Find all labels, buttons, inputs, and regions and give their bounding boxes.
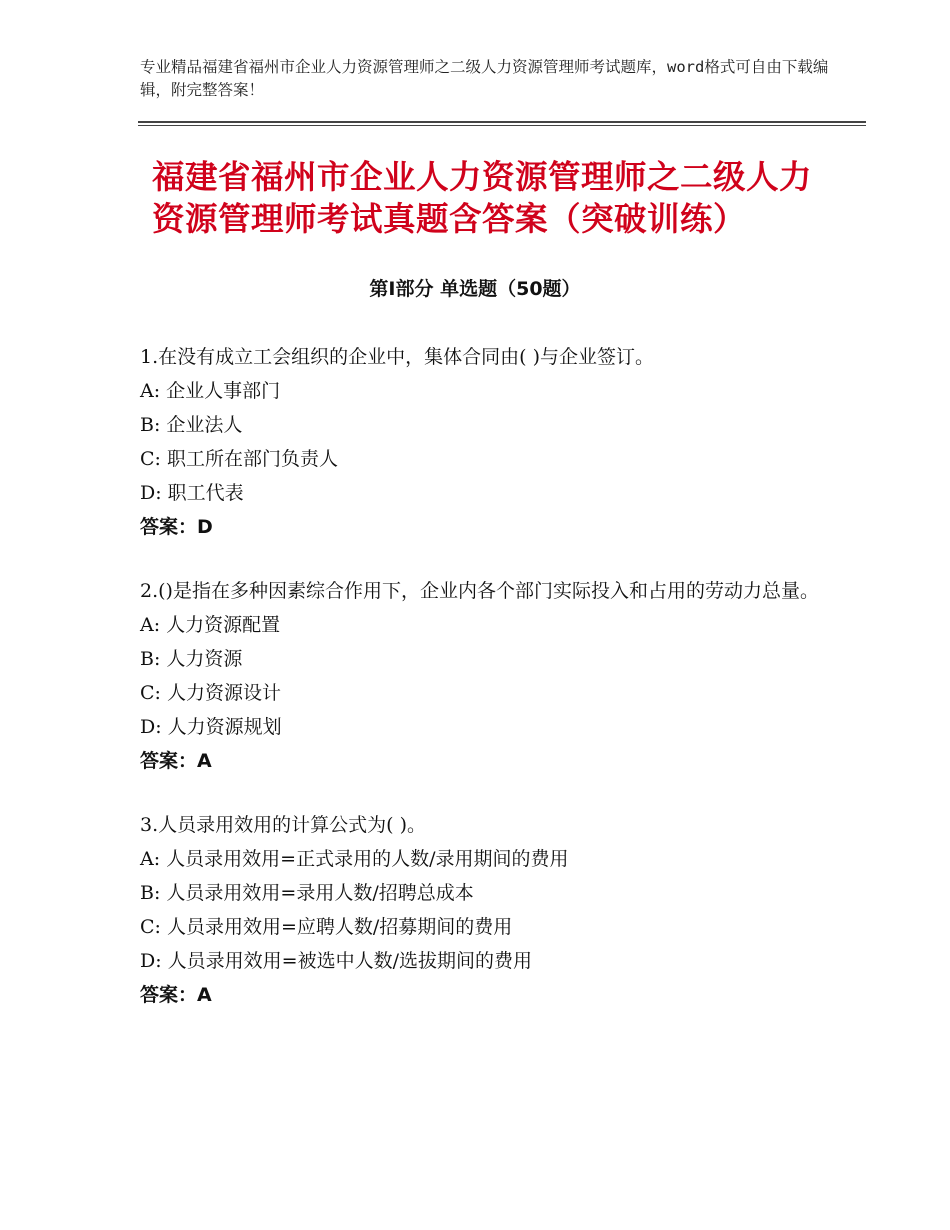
question-3 [140,808,820,1012]
question-text: 2.()是指在多种因素综合作用下，企业内各个部门实际投入和占用的劳动力总量。 [140,580,819,602]
option-a: A: 人力资源配置 [140,614,281,636]
header-note: 专业精品福建省福州市企业人力资源管理师之二级人力资源管理师考试题库，word格式可自由下载编辑，附完整答案！ [140,58,829,99]
header-divider [138,121,866,126]
option-c: C: 人力资源设计 [140,682,281,704]
question-list [140,340,820,1042]
option-d: D: 职工代表 [140,482,244,504]
option-c: C: 职工所在部门负责人 [140,448,338,470]
section-title: 第Ⅰ部分 单选题（50题） [369,278,581,300]
option-b: B: 人员录用效用=录用人数/招聘总成本 [140,882,474,904]
answer: 答案：D [140,516,213,538]
answer: 答案：A [140,984,212,1006]
option-a: A: 人员录用效用=正式录用的人数/录用期间的费用 [140,848,569,870]
question-text: 1.在没有成立工会组织的企业中，集体合同由( )与企业签订。 [140,346,654,368]
document-title: 福建省福州市企业人力资源管理师之二级人力资源管理师考试真题含答案（突破训练） [152,158,813,238]
option-d: D: 人员录用效用=被选中人数/选拔期间的费用 [140,950,532,972]
question-1 [140,340,820,544]
option-b: B: 人力资源 [140,648,243,670]
question-text: 3.人员录用效用的计算公式为( )。 [140,814,426,836]
question-2 [140,574,820,778]
option-b: B: 企业法人 [140,414,243,436]
answer: 答案：A [140,750,212,772]
option-a: A: 企业人事部门 [140,380,281,402]
option-d: D: 人力资源规划 [140,716,282,738]
option-c: C: 人员录用效用=应聘人数/招募期间的费用 [140,916,513,938]
